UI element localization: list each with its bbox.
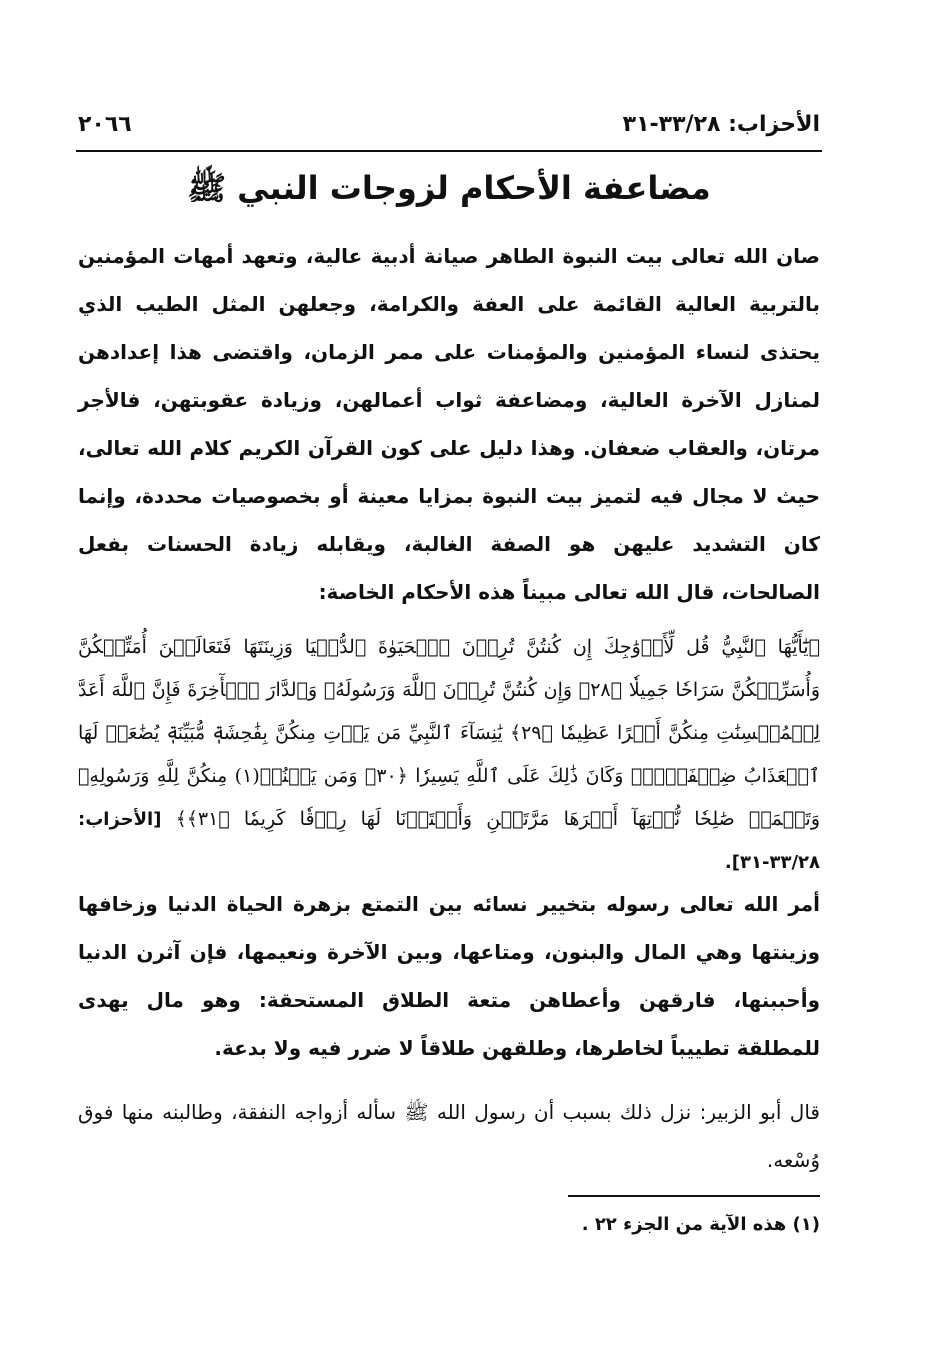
intro-paragraph: صان الله تعالى بيت النبوة الطاهر صيانة أدبية عالية، وتعهد أمهات المؤمنين بالتربية العالية القائمة على العفة والكرامة، وجعلهن المثل الطيب الذي يحتذى لنساء المؤمنين والمؤمنات على ممر الزمان، واقتضى هذا إعدادهن لمنازل الآخرة العالية، ومضاعفة ثواب أعمالهن، وزيادة عقوبتهن، فالأجر مرتان، والعقاب ضعفان. وهذا دليل على كون القرآن الكريم كلام الله تعالى، حيث لا مجال فيه لتميز بيت النبوة بمزايا معينة أو بخصوصيات محددة، وإنما كان التشديد عليهن هو الصفة الغالبة، ويقابله زيادة الحسنات بفعل الصالحات، قال الله تعالى مبيناً هذه الأحكام الخاصة: [78,244,820,604]
footnote: (١) هذه الآية من الجزء ٢٢ . [581,1214,820,1235]
quran-verses [78,626,820,884]
surah-reference: الأحزاب: ٣٣/٢٨-٣١ [622,112,820,137]
page-header [78,112,820,148]
quran-reference: [الأحزاب: ٣٣/٢٨-٣١]. [78,809,820,873]
section-title: مضاعفة الأحكام لزوجات النبي ﷺ [187,169,711,207]
commentary-paragraph: أمر الله تعالى رسوله بتخيير نسائه بين التمتع بزهرة الحياة الدنيا وزخافها وزينتها وهي المال والبنون، ومتاعها، وبين الآخرة ونعيمها، فإن آثرن الدنيا وأحببنها، فارقهن وأعطاهن متعة الطلاق المستحقة: وهو مال يهدى للمطلقة تطييباً لخاطرها، وطلقهن طلاقاً لا ضرر فيه ولا بدعة. [78,892,820,1060]
narration-paragraph: قال أبو الزبير: نزل ذلك بسبب أن رسول الله ﷺ سأله أزواجه النفقة، وطالبنه منها فوق وُسْعه. [78,1100,820,1172]
page-number: ٢٠٦٦ [78,112,132,137]
quran-text: ﴿يَٰٓأَيُّهَا ٱلنَّبِيُّ قُل لِّأَزۡوَٰجِكَ إِن كُنتُنَّ تُرِدۡنَ ٱلۡحَيَوٰةَ ٱلدُّنۡيَا وَزِينَتَهَا فَتَعَالَيۡنَ أُمَتِّعۡكُنَّ وَأُسَرِّحۡكُنَّ سَرَاحٗا جَمِيلٗا ﴿٢٨﴾ وَإِن كُنتُنَّ تُرِدۡنَ ٱللَّهَ وَرَسُولَهُۥ وَٱلدَّارَ ٱلۡأٓخِرَةَ فَإِنَّ ٱللَّهَ أَعَدَّ لِلۡمُحۡسِنَٰتِ مِنكُنَّ أَجۡرًا عَظِيمٗا ﴿٢٩﴾ يَٰنِسَآءَ ٱلنَّبِيِّ مَن يَأۡتِ مِنكُنَّ بِفَٰحِشَةٖ مُّبَيِّنَةٖ يُضَٰعَفۡ لَهَا ٱلۡعَذَابُ ضِعۡفَيۡنِۚ وَكَانَ ذَٰلِكَ عَلَى ٱللَّهِ يَسِيرٗا ﴿٣٠﴾ وَمَن يَقۡنُتۡ(١) مِنكُنَّ لِلَّهِ وَرَسُولِهِۦ وَتَعۡمَلۡ صَٰلِحٗا نُّؤۡتِهَآ أَجۡرَهَا مَرَّتَيۡنِ وَأَعۡتَدۡنَا لَهَا رِزۡقٗا كَرِيمٗا ﴿٣١﴾﴾ [78,636,820,830]
footnote-divider [568,1195,820,1197]
header-divider [76,150,822,152]
